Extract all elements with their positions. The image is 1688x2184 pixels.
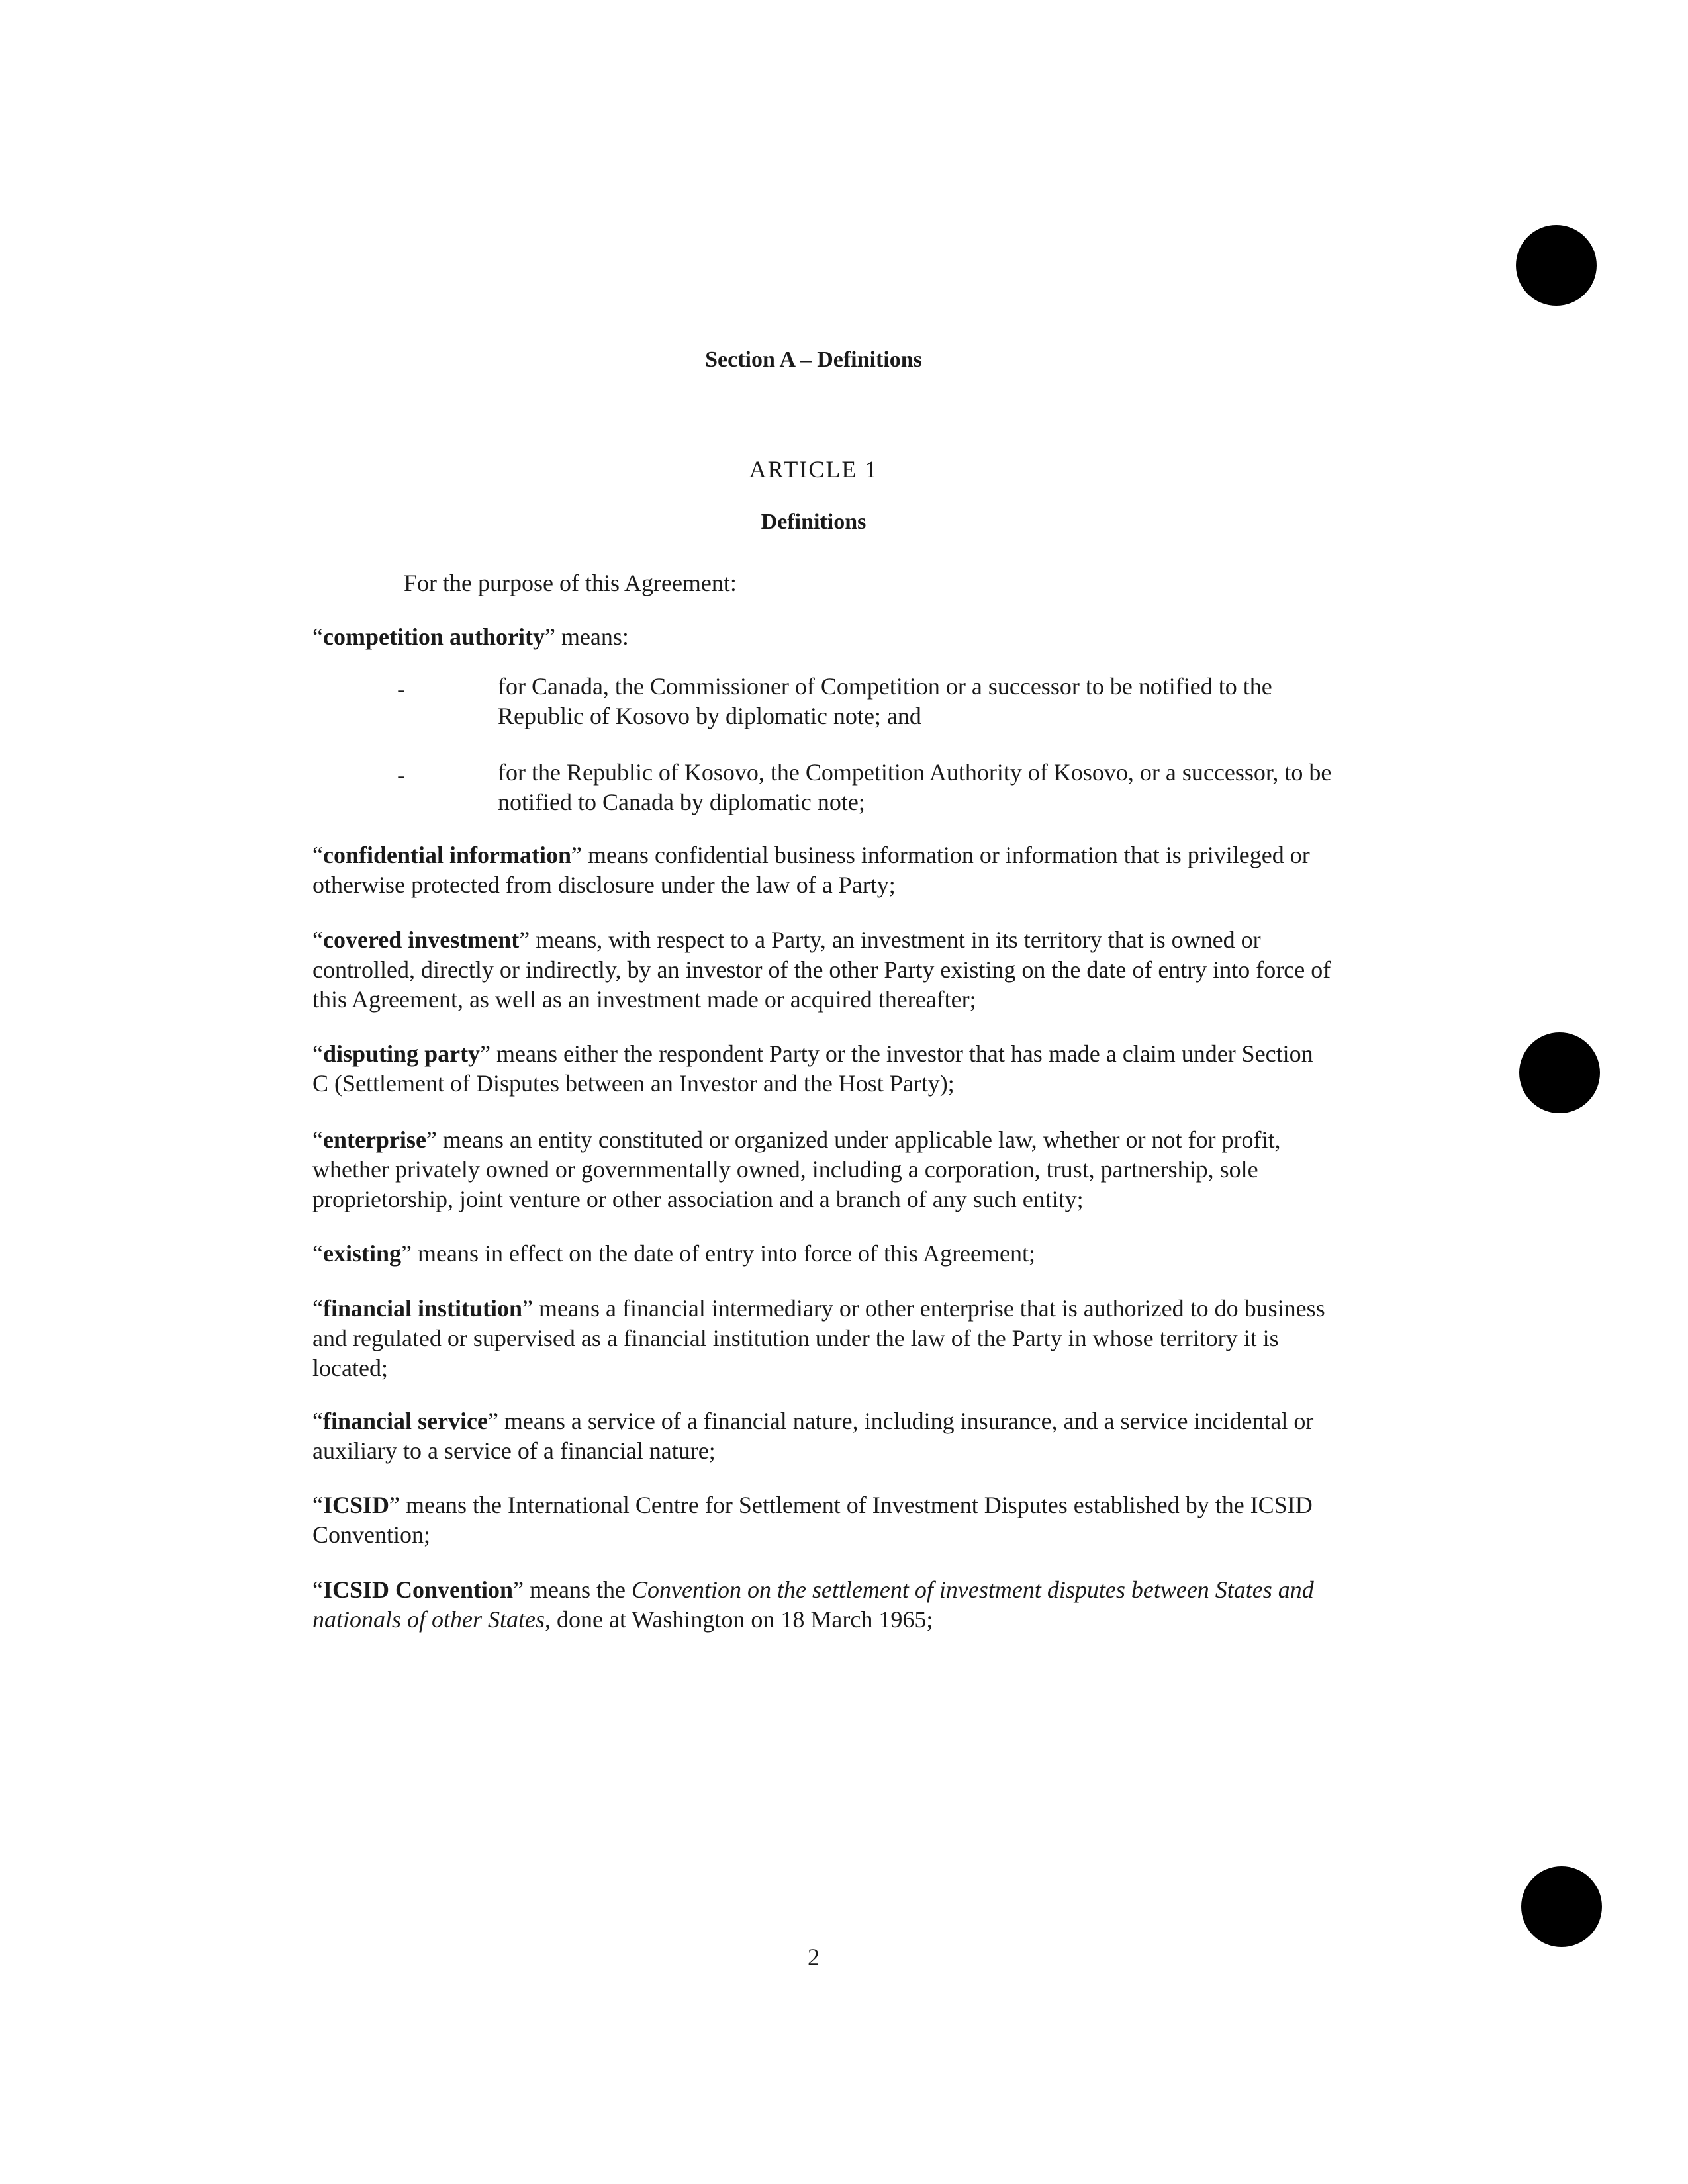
article-number: ARTICLE 1	[749, 456, 878, 482]
definition-term: financial service	[322, 1408, 488, 1434]
definition-term: financial institution	[322, 1295, 523, 1322]
punch-hole	[1516, 225, 1597, 306]
definition-competition-authority: “competition authority” means:	[312, 623, 629, 650]
definition-term: ICSID Convention	[322, 1576, 514, 1603]
list-bullet: -	[397, 676, 405, 702]
list-item: for Canada, the Commissioner of Competition or a successor to be notified to the Republic of Kosovo by diplomatic note; and	[498, 673, 1272, 729]
definition-term: existing	[322, 1240, 401, 1267]
definition-term: covered investment	[322, 927, 520, 953]
page-number: 2	[808, 1944, 820, 1970]
section-title: Section A – Definitions	[705, 347, 922, 372]
definition-existing: “existing” means in effect on the date of entry into force of this Agreement;	[312, 1240, 1035, 1267]
punch-hole	[1519, 1032, 1600, 1113]
definition-disputing-party: “disputing party” means either the respondent Party or the investor that has made a claim under Section C (Settlement of Disputes between an Investor and the Host Party);	[312, 1040, 1313, 1097]
definition-term: confidential information	[322, 842, 571, 868]
definition-confidential-information: “confidential information” means confidential business information or information that is privileged or otherwise protected from disclosure under the law of a Party;	[312, 842, 1310, 898]
article-heading: Definitions	[761, 510, 867, 534]
definition-term: disputing party	[322, 1040, 481, 1067]
intro-text: For the purpose of this Agreement:	[404, 570, 737, 596]
list-bullet: -	[397, 762, 405, 788]
definition-term: ICSID	[322, 1492, 390, 1518]
definition-covered-investment: “covered investment” means, with respect to a Party, an investment in its territory that is owned or controlled, directly or indirectly, by an investor of the other Party existing on the date of entry into force of this Agreement, as well as an investment made or acquired thereafter;	[312, 927, 1331, 1013]
list-item: for the Republic of Kosovo, the Competition Authority of Kosovo, or a successor, to be notified to Canada by diplomatic note;	[498, 759, 1332, 815]
definition-enterprise: “enterprise” means an entity constituted or organized under applicable law, whether or not for profit, whether privately owned or governmentally owned, including a corporation, trust, partnership, sole proprietorship, joint venture or other association and a branch of any such entity;	[312, 1126, 1281, 1212]
definition-term: enterprise	[322, 1126, 426, 1153]
definition-icsid-convention: “ICSID Convention” means the Convention on the settlement of investment disputes between States and nationals of other States, done at Washington on 18 March 1965;	[312, 1576, 1314, 1633]
definition-financial-service: “financial service” means a service of a financial nature, including insurance, and a service incidental or auxiliary to a service of a financial nature;	[312, 1408, 1314, 1464]
punch-hole	[1521, 1866, 1602, 1947]
convention-title: Convention on the settlement of investment disputes between States and nationals of other States	[312, 1576, 1314, 1633]
definition-icsid: “ICSID” means the International Centre for Settlement of Investment Disputes established by the ICSID Convention;	[312, 1492, 1313, 1548]
definition-financial-institution: “financial institution” means a financial intermediary or other enterprise that is authorized to do business and regulated or supervised as a financial institution under the law of the Party in whose territory it is located;	[312, 1295, 1325, 1381]
definition-term: competition authority	[322, 623, 545, 650]
